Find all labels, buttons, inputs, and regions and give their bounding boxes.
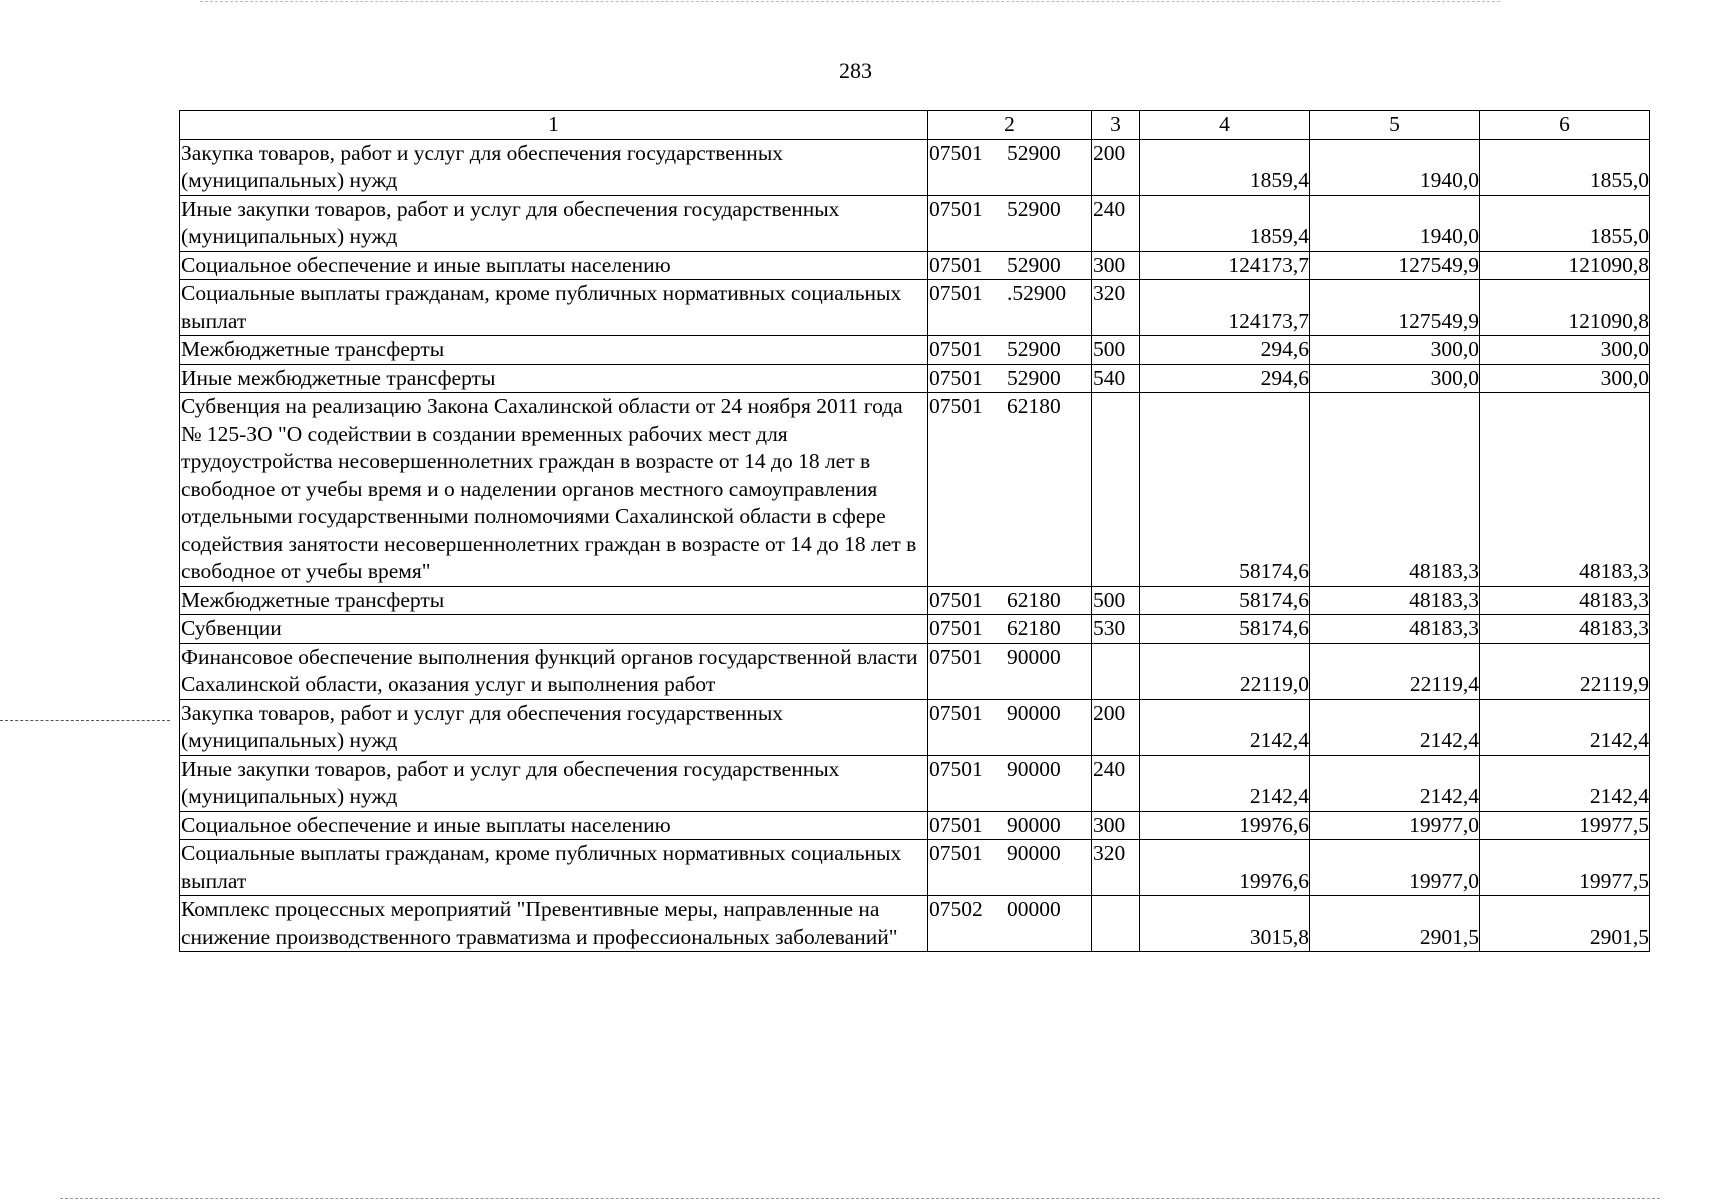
budget-table <box>179 110 1650 952</box>
table-row <box>180 195 1650 251</box>
row-code-program: 07501 <box>929 644 983 669</box>
row-expense-type: 530 <box>1092 615 1140 644</box>
row-name: Закупка товаров, работ и услуг для обеспечения государственных (муниципальных) нужд <box>180 699 928 755</box>
header-col-6: 6 <box>1480 111 1650 140</box>
row-name: Межбюджетные трансферты <box>180 586 928 615</box>
table-row <box>180 280 1650 336</box>
row-expense-type <box>1092 896 1140 952</box>
row-code <box>928 586 1092 615</box>
row-value-col5: 48183,3 <box>1310 586 1480 615</box>
row-code <box>928 755 1092 811</box>
row-code-direction: 00000 <box>1007 897 1061 921</box>
row-value-col6: 300,0 <box>1480 364 1650 393</box>
row-value-col4: 58174,6 <box>1140 615 1310 644</box>
row-code-direction: .52900 <box>1007 281 1067 305</box>
row-code-direction: 62180 <box>1007 587 1061 612</box>
row-expense-type: 320 <box>1092 280 1140 336</box>
row-code <box>928 699 1092 755</box>
row-value-col4: 19976,6 <box>1140 811 1310 840</box>
row-value-col4: 22119,0 <box>1140 643 1310 699</box>
row-name: Межбюджетные трансферты <box>180 336 928 365</box>
row-value-col5: 1940,0 <box>1310 139 1480 195</box>
row-code-direction: 52900 <box>1007 252 1061 277</box>
row-value-col6: 2142,4 <box>1480 755 1650 811</box>
row-value-col6: 2901,5 <box>1480 896 1650 952</box>
scan-artifact-bottom <box>60 1198 1660 1199</box>
row-code-program: 07501 <box>929 281 983 305</box>
row-value-col6: 22119,9 <box>1480 643 1650 699</box>
row-code-program: 07501 <box>929 140 983 165</box>
table-header <box>180 111 1650 140</box>
row-code-direction: 62180 <box>1007 394 1061 418</box>
row-code <box>928 139 1092 195</box>
row-code <box>928 280 1092 336</box>
row-code-direction: 90000 <box>1007 644 1061 669</box>
row-value-col5: 127549,9 <box>1310 251 1480 280</box>
row-code <box>928 251 1092 280</box>
row-name: Социальные выплаты гражданам, кроме публичных нормативных социальных выплат <box>180 840 928 896</box>
table-row <box>180 840 1650 896</box>
row-code-direction: 52900 <box>1007 196 1061 221</box>
table-row <box>180 586 1650 615</box>
table-row <box>180 251 1650 280</box>
row-code <box>928 840 1092 896</box>
row-value-col6: 121090,8 <box>1480 251 1650 280</box>
row-code-direction: 52900 <box>1007 365 1061 390</box>
header-col-5: 5 <box>1310 111 1480 140</box>
row-code <box>928 336 1092 365</box>
row-expense-type: 300 <box>1092 251 1140 280</box>
row-expense-type: 300 <box>1092 811 1140 840</box>
row-name: Иные межбюджетные трансферты <box>180 364 928 393</box>
row-value-col4: 2142,4 <box>1140 755 1310 811</box>
row-code-program: 07501 <box>929 812 983 837</box>
row-code-program: 07501 <box>929 587 983 612</box>
row-value-col6: 121090,8 <box>1480 280 1650 336</box>
row-value-col4: 1859,4 <box>1140 195 1310 251</box>
row-code-direction: 90000 <box>1007 756 1061 781</box>
row-value-col6: 2142,4 <box>1480 699 1650 755</box>
header-col-2: 2 <box>928 111 1092 140</box>
row-value-col6: 48183,3 <box>1480 393 1650 587</box>
row-expense-type: 500 <box>1092 336 1140 365</box>
row-code-direction: 90000 <box>1007 841 1061 865</box>
row-code <box>928 195 1092 251</box>
row-value-col4: 294,6 <box>1140 364 1310 393</box>
row-value-col4: 58174,6 <box>1140 586 1310 615</box>
row-expense-type: 500 <box>1092 586 1140 615</box>
row-expense-type: 240 <box>1092 755 1140 811</box>
scan-artifact-top <box>200 1 1500 2</box>
table-row <box>180 364 1650 393</box>
row-value-col5: 19977,0 <box>1310 840 1480 896</box>
row-value-col6: 19977,5 <box>1480 840 1650 896</box>
table-row <box>180 393 1650 587</box>
row-expense-type: 320 <box>1092 840 1140 896</box>
row-value-col4: 124173,7 <box>1140 251 1310 280</box>
row-value-col4: 58174,6 <box>1140 393 1310 587</box>
row-value-col5: 48183,3 <box>1310 393 1480 587</box>
table-row <box>180 336 1650 365</box>
table-body <box>180 139 1650 952</box>
row-value-col5: 127549,9 <box>1310 280 1480 336</box>
row-value-col5: 19977,0 <box>1310 811 1480 840</box>
table-row <box>180 615 1650 644</box>
row-code-program: 07501 <box>929 252 983 277</box>
row-code-program: 07501 <box>929 700 983 725</box>
header-row <box>180 111 1650 140</box>
page-number: 283 <box>839 58 872 83</box>
row-expense-type <box>1092 393 1140 587</box>
row-code <box>928 896 1092 952</box>
row-code-direction: 52900 <box>1007 140 1061 165</box>
scan-artifact-left <box>0 720 170 721</box>
row-value-col5: 22119,4 <box>1310 643 1480 699</box>
row-code <box>928 643 1092 699</box>
row-code-direction: 90000 <box>1007 812 1061 837</box>
row-name: Субвенция на реализацию Закона Сахалинской области от 24 ноября 2011 года № 125-ЗО "О содействии в создании временных рабочих мест для трудоустройства несовершеннолетних граждан в возрасте от 14 до 18 лет в свободное от учебы время и о наделении органов местного самоуправления отдельными государственными полномочиями Сахалинской области в сфере содействия занятости несовершеннолетних граждан в возрасте от 14 до 18 лет в свободное от учебы время" <box>180 393 928 587</box>
row-name: Иные закупки товаров, работ и услуг для обеспечения государственных (муниципальных) нужд <box>180 195 928 251</box>
table-row <box>180 643 1650 699</box>
row-value-col5: 2901,5 <box>1310 896 1480 952</box>
row-name: Иные закупки товаров, работ и услуг для обеспечения государственных (муниципальных) нужд <box>180 755 928 811</box>
row-value-col5: 1940,0 <box>1310 195 1480 251</box>
row-code-direction: 52900 <box>1007 337 1061 361</box>
row-expense-type: 200 <box>1092 139 1140 195</box>
header-col-3: 3 <box>1092 111 1140 140</box>
row-expense-type: 540 <box>1092 364 1140 393</box>
header-col-1: 1 <box>180 111 928 140</box>
row-code <box>928 364 1092 393</box>
row-code-program: 07501 <box>929 394 983 418</box>
table-row <box>180 896 1650 952</box>
row-value-col5: 300,0 <box>1310 364 1480 393</box>
row-value-col4: 3015,8 <box>1140 896 1310 952</box>
row-value-col6: 1855,0 <box>1480 195 1650 251</box>
row-code-direction: 90000 <box>1007 700 1061 725</box>
row-value-col6: 48183,3 <box>1480 615 1650 644</box>
row-value-col4: 19976,6 <box>1140 840 1310 896</box>
row-code-direction: 62180 <box>1007 616 1061 640</box>
row-value-col6: 1855,0 <box>1480 139 1650 195</box>
row-value-col6: 300,0 <box>1480 336 1650 365</box>
row-expense-type: 200 <box>1092 699 1140 755</box>
row-value-col4: 1859,4 <box>1140 139 1310 195</box>
table-row <box>180 139 1650 195</box>
row-code <box>928 811 1092 840</box>
table-row <box>180 811 1650 840</box>
row-name: Финансовое обеспечение выполнения функций органов государственной власти Сахалинской области, оказания услуг и выполнения работ <box>180 643 928 699</box>
row-value-col5: 300,0 <box>1310 336 1480 365</box>
row-value-col4: 2142,4 <box>1140 699 1310 755</box>
row-value-col4: 124173,7 <box>1140 280 1310 336</box>
row-name: Социальные выплаты гражданам, кроме публичных нормативных социальных выплат <box>180 280 928 336</box>
row-code-program: 07501 <box>929 841 983 865</box>
row-value-col6: 19977,5 <box>1480 811 1650 840</box>
row-value-col5: 2142,4 <box>1310 699 1480 755</box>
row-value-col5: 2142,4 <box>1310 755 1480 811</box>
header-col-4: 4 <box>1140 111 1310 140</box>
row-name: Комплекс процессных мероприятий "Превентивные меры, направленные на снижение производственного травматизма и профессиональных заболеваний" <box>180 896 928 952</box>
row-name: Социальное обеспечение и иные выплаты населению <box>180 251 928 280</box>
row-code-program: 07502 <box>929 897 983 921</box>
row-value-col6: 48183,3 <box>1480 586 1650 615</box>
row-code-program: 07501 <box>929 365 983 390</box>
row-code <box>928 393 1092 587</box>
row-expense-type: 240 <box>1092 195 1140 251</box>
row-value-col5: 48183,3 <box>1310 615 1480 644</box>
row-code-program: 07501 <box>929 756 983 781</box>
row-code-program: 07501 <box>929 196 983 221</box>
row-expense-type <box>1092 643 1140 699</box>
table-row <box>180 699 1650 755</box>
table-row <box>180 755 1650 811</box>
row-code-program: 07501 <box>929 337 983 361</box>
row-name: Субвенции <box>180 615 928 644</box>
row-code <box>928 615 1092 644</box>
row-value-col4: 294,6 <box>1140 336 1310 365</box>
row-name: Закупка товаров, работ и услуг для обеспечения государственных (муниципальных) нужд <box>180 139 928 195</box>
row-code-program: 07501 <box>929 616 983 640</box>
row-name: Социальное обеспечение и иные выплаты населению <box>180 811 928 840</box>
